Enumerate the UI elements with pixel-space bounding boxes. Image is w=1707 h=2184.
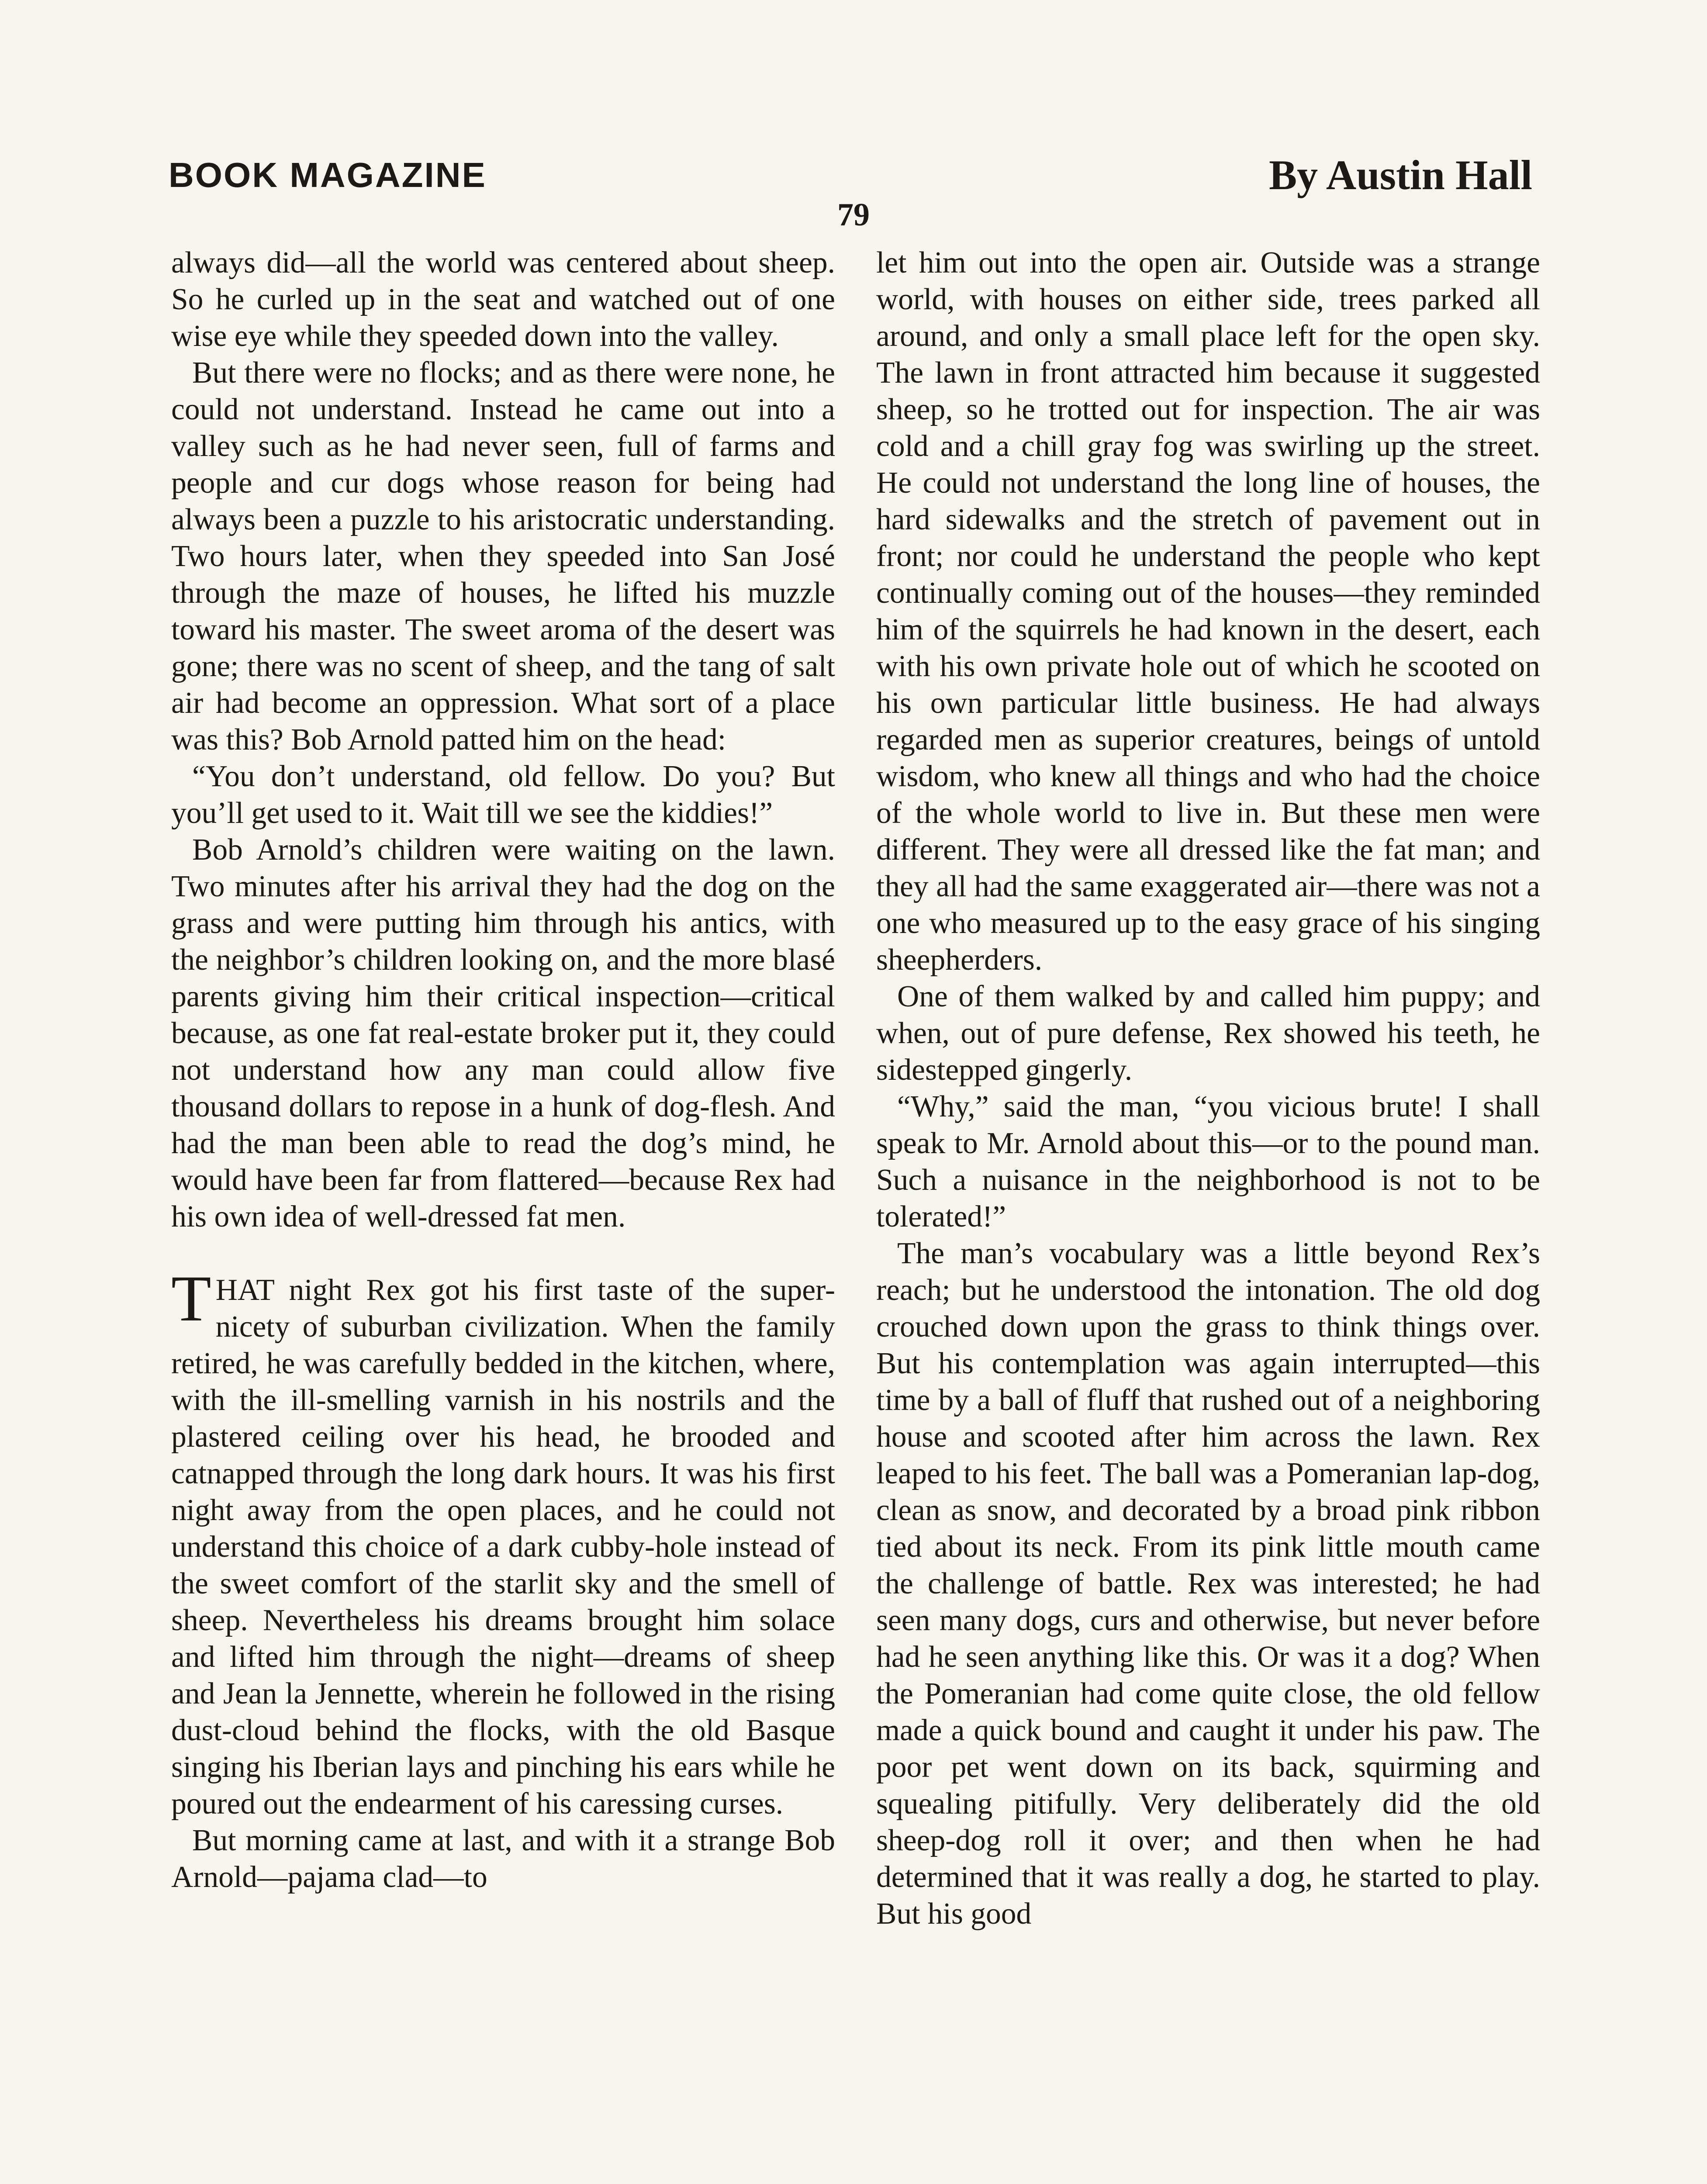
paragraph: The man’s vocabulary was a little beyond Rex’s reach; but he understood the intonation. The old dog crouched down upon the grass to think things over. But his contemplation was again interrupted—this time by a ball of fluff that rushed out of a neighboring house and scooted after him across the lawn. Rex leaped to his feet. The ball was a Pomeranian lap-dog, clean as snow, and decorated by a broad pink ribbon tied about its neck. From its pink little mouth came the challenge of battle. Rex was interested; he had seen many dogs, curs and otherwise, but never before had he seen anything like this. Or was it a dog? When the Pomeranian had come quite close, the old fellow made a quick bound and caught it under his paw. The poor pet went down on its back, squirming and squealing pitifully. Very deliberately did the old sheep-dog roll it over; and then when he had determined that it was really a dog, he started to play. But his good (876, 1237, 1540, 1931)
right-column (876, 245, 1540, 1932)
section-opening-paragraph (171, 1262, 835, 1822)
paragraph: But there were no flocks; and as there were none, he could not understand. Instead he came out into a valley such as he had never seen, full of farms and people and cur dogs whose reason for being had always been a puzzle to his aristocratic understanding. Two hours later, when they speeded into San José through the maze of houses, he lifted his muzzle toward his master. The sweet aroma of the desert was gone; there was no scent of sheep, and the tang of salt air had become an oppression. What sort of a place was this? Bob Arnold patted him on the head: (171, 356, 835, 757)
author-byline: By Austin Hall (1269, 152, 1532, 198)
paragraph: Bob Arnold’s children were waiting on the lawn. Two minutes after his arrival they had the dog on the grass and were putting him through his antics, with the neighbor’s children looking on, and the more blasé parents giving him their critical inspection—critical because, as one fat real-estate broker put it, they could not understand how any man could allow five thousand dollars to repose in a hunk of dog-flesh. And had the man been able to read the dog’s mind, he would have been far from flattered—because Rex had his own idea of well-dressed fat men. (171, 833, 835, 1234)
paragraph: let him out into the open air. Outside was a strange world, with houses on either side, trees parked all around, and only a small place left for the open sky. The lawn in front attracted him because it suggested sheep, so he trotted out for inspection. The air was cold and a chill gray fog was swirling up the street. He could not understand the long line of houses, the hard sidewalks and the stretch of pavement out in front; nor could he understand the people who kept continually coming out of the houses—they reminded him of the squirrels he had known in the desert, each with his own private hole out of which he scooted on his own particular little business. He had always regarded men as superior creatures, beings of untold wisdom, who knew all things and who had the choice of the whole world to live in. But these men were different. They were all dressed like the fat man; and they all had the same exaggerated air—there was not a one who measured up to the easy grace of his singing sheepherders. (876, 246, 1540, 977)
left-column (171, 245, 835, 1896)
magazine-title: BOOK MAGAZINE (169, 156, 487, 194)
paragraph: One of them walked by and called him puppy; and when, out of pure defense, Rex showed his teeth, he sidestepped gingerly. (876, 980, 1540, 1087)
drop-cap: T (171, 1262, 211, 1335)
page-number: 79 (837, 197, 870, 233)
paragraph: always did—all the world was centered about sheep. So he curled up in the seat and watched out of one wise eye while they speeded down into the valley. (171, 246, 835, 353)
paragraph: But morning came at last, and with it a strange Bob Arnold—pajama clad—to (171, 1824, 835, 1894)
paragraph: “You don’t understand, old fellow. Do you? But you’ll get used to it. Wait till we see the kiddies!” (171, 760, 835, 830)
section-opening-text: HAT night Rex got his first taste of the super-nicety of suburban civilization. When the family retired, he was carefully bedded in the kitchen, where, with the ill-smelling varnish in his nostrils and the plastered ceiling over his head, he brooded and catnapped through the long dark hours. It was his first night away from the open places, and he could not understand this choice of a dark cubby-hole instead of the sweet comfort of the starlit sky and the smell of sheep. Nevertheless his dreams brought him solace and lifted him through the night—dreams of sheep and Jean la Jennette, wherein he followed in the rising dust-cloud behind the flocks, with the old Basque singing his Iberian lays and pinching his ears while he poured out the endearment of his caressing curses. (171, 1273, 835, 1821)
paragraph: “Why,” said the man, “you vicious brute! I shall speak to Mr. Arnold about this—or to the pound man. Such a nuisance in the neighborhood is not to be tolerated!” (876, 1090, 1540, 1234)
